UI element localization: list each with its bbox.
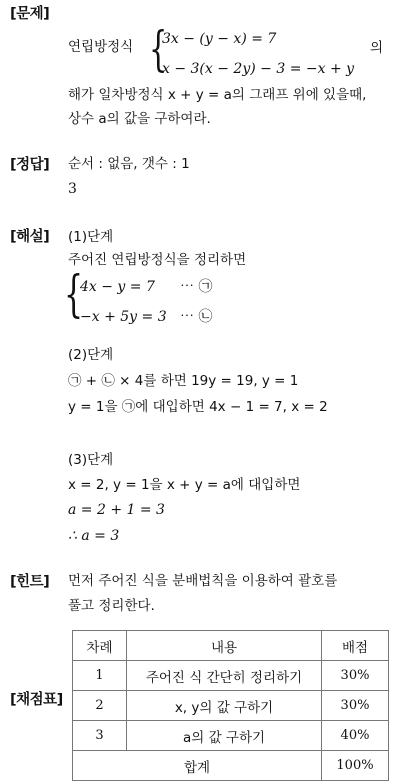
step2-line2: y = 1을 ㉠에 대입하면 4x − 1 = 7, x = 2 — [68, 399, 328, 415]
header-content: 내용 — [127, 631, 322, 661]
problem-eq1: 3x − (y − x) = 7 — [162, 31, 277, 47]
sys-eq1: 4x − y = 7 — [80, 279, 155, 295]
hint-label: [힌트] — [10, 574, 50, 590]
row-points: 30% — [322, 661, 389, 691]
solution-label: [해설] — [10, 229, 50, 245]
step1-title: (1)단계 — [68, 229, 114, 245]
step3-line1: x = 2, y = 1을 x + y = a에 대입하면 — [68, 477, 301, 493]
row-content: 주어진 식 간단히 정리하기 — [127, 661, 322, 691]
step2-line1: ㉠ + ㉡ × 4를 하면 19y = 19, y = 1 — [68, 373, 299, 389]
header-no: 차례 — [73, 631, 127, 661]
row-points: 40% — [322, 721, 389, 751]
row-content: a의 값 구하기 — [127, 721, 322, 751]
sys-mark1: ⋯ ㉠ — [180, 279, 213, 295]
total-label: 합계 — [73, 751, 322, 781]
problem-line3: 상수 a의 값을 구하여라. — [68, 111, 211, 127]
answer-meta: 순서 : 없음, 갯수 : 1 — [68, 156, 190, 172]
table-row — [73, 661, 389, 691]
header-points: 배점 — [322, 631, 389, 661]
problem-label: [문제] — [10, 6, 50, 22]
step1-text: 주어진 연립방정식을 정리하면 — [68, 252, 247, 268]
problem-eq2: x − 3(x − 2y) − 3 = −x + y — [162, 61, 355, 77]
row-no: 2 — [73, 691, 127, 721]
row-content: x, y의 값 구하기 — [127, 691, 322, 721]
table-total-row — [73, 751, 389, 781]
total-points: 100% — [322, 751, 389, 781]
row-points: 30% — [322, 691, 389, 721]
table-row — [73, 691, 389, 721]
scoring-label: [채점표] — [10, 692, 63, 708]
step3-line3: ∴ a = 3 — [68, 528, 120, 544]
step3-line2: a = 2 + 1 = 3 — [68, 502, 165, 518]
problem-particle: 의 — [370, 40, 384, 56]
step3-title: (3)단계 — [68, 452, 114, 468]
table-header-row — [73, 631, 389, 661]
sys-mark2: ⋯ ㉡ — [180, 309, 213, 325]
scoring-table — [72, 630, 389, 781]
hint-line2: 풀고 정리한다. — [68, 598, 155, 614]
answer-label: [정답] — [10, 157, 50, 173]
problem-intro: 연립방정식 — [68, 39, 134, 55]
sys-eq2: −x + 5y = 3 — [80, 309, 167, 325]
hint-line1: 먼저 주어진 식을 분배법칙을 이용하여 괄호를 — [68, 573, 338, 589]
system-brace: { — [149, 21, 168, 77]
solution-system-brace: { — [64, 265, 84, 323]
problem-line2: 해가 일차방정식 x + y = a의 그래프 위에 있을때, — [68, 87, 367, 103]
table-row — [73, 721, 389, 751]
step2-title: (2)단계 — [68, 347, 114, 363]
answer-value: 3 — [68, 181, 77, 197]
row-no: 1 — [73, 661, 127, 691]
row-no: 3 — [73, 721, 127, 751]
